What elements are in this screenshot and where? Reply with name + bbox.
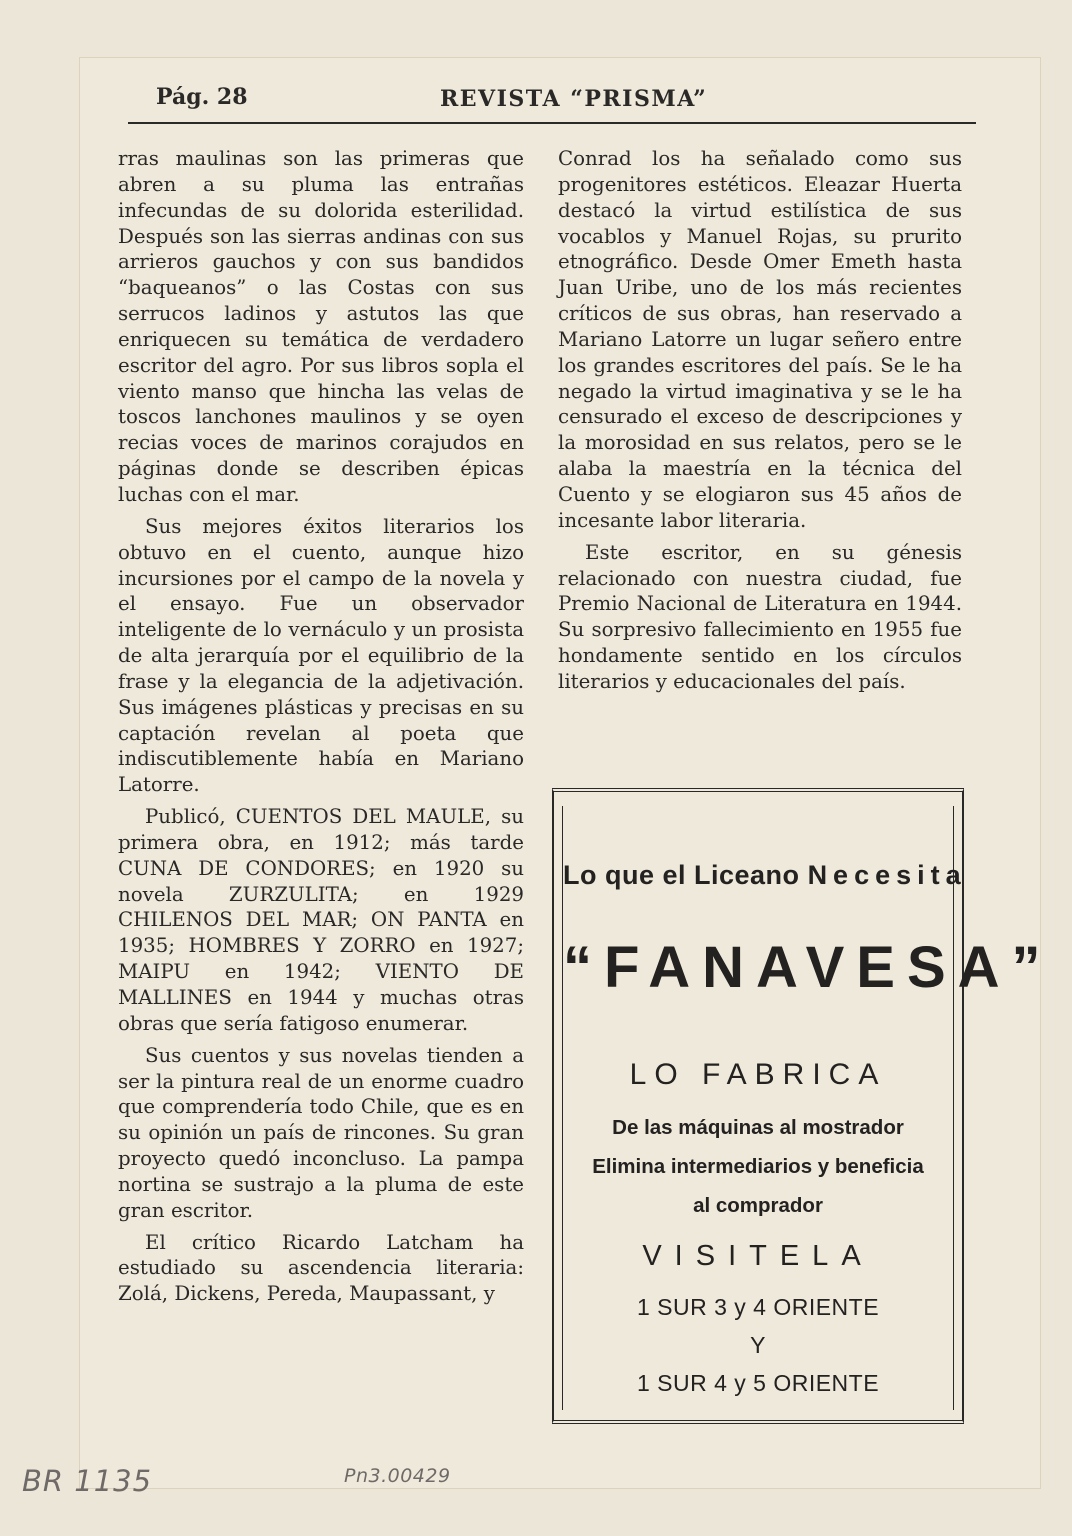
handwritten-catalog-number: Pn3.00429 [344, 1465, 451, 1487]
ad-headline [563, 860, 967, 891]
ad-slogan-line: De las máquinas al mostrador [612, 1116, 904, 1139]
ad-address: 1 SUR 3 y 4 ORIENTE [636, 1294, 880, 1320]
ad-headline-part1: Lo que el Liceano [563, 860, 800, 890]
paragraph: Publicó, CUENTOS DEL MAULE, su primera obra, en 1912; más tarde CUNA DE CONDORES; en 1920 su novela ZURZULITA; en 1929 CHILENOS DEL MAR; ON PANTA en 1935; HOMBRES Y ZORRO en 1927; MAIPU en 1942; VIENTO DE MALLINES en 1944 y muchas otras obras que sería fatigoso enumerar. [118, 805, 524, 1035]
ad-address-join: Y [750, 1332, 766, 1358]
ad-inner-frame [562, 806, 1053, 1410]
page-header [128, 84, 976, 124]
right-column [558, 146, 962, 695]
paragraph: rras maulinas son las primeras que abren a su pluma las entrañas infecundas de su dolorida esterilidad. Después son las sierras andinas con sus arrieros gauchos y con sus bandidos “baqueanos” o las Costas con sus serrucos ladinos y astutos las que enriquecen su temática de verdadero escritor del agro. Por sus libros sopla el viento manso que hincha las velas de toscos lanchones maulinos y se oyen recias voces de marinos corajudos en páginas donde se describen épicas luchas con el mar. [118, 147, 524, 506]
paragraph: El crítico Ricardo Latcham ha estudiado su ascendencia literaria: Zolá, Dickens, Pereda, Maupassant, y [118, 1230, 524, 1306]
ad-brand-name: “FANAVESA” [563, 935, 1053, 1000]
paragraph: Sus mejores éxitos literarios los obtuvo en el cuento, aunque hizo incursiones por el campo de la novela y el ensayo. Fue un observador inteligente de lo vernáculo y un prosista de alta jerarquía por el equilibrio de la frase y la elegancia de la adjetivación. Sus imágenes plásticas y precisas en su captación revelan al poeta que indiscutiblemente había en Mariano Latorre. [118, 514, 524, 797]
ad-slogan-line: al comprador [693, 1194, 823, 1217]
ad-slogan-line: Elimina intermediarios y beneficia [592, 1155, 924, 1178]
paragraph: Conrad los ha señalado como sus progenitores estéticos. Eleazar Huerta destacó la virtud estilística de sus vocablos y Manuel Rojas, su prurito etnográfico. Desde Omer Emeth hasta Juan Uribe, uno de los más recientes críticos de sus obras, han reservado a Mariano Latorre un lugar señero entre los grandes escritores del país. Se le ha negado la virtud imaginativa y se le ha censurado el exceso de descripciones y la morosidad en sus relatos, pero se le alaba la maestría en la técnica del Cuento y se elogiaron sus 45 años de incesante labor literaria. [558, 147, 962, 532]
fanavesa-advertisement [552, 788, 1053, 1424]
journal-title: REVISTA “PRISMA” [440, 86, 708, 112]
ad-headline-part2: Necesita [807, 860, 967, 890]
paragraph: Sus cuentos y sus novelas tienden a ser la pintura real de un enorme cuadro que comprendería todo Chile, que es en su opinión un país de rincones. Su gran proyecto quedó inconcluso. La pampa nortina se sustrajo a la pluma de este gran escritor. [118, 1043, 524, 1222]
ad-made-by: LO FABRICA [629, 1058, 887, 1091]
paragraph: Este escritor, en su génesis relacionado con nuestra ciudad, fue Premio Nacional de Literatura en 1944. Su sorpresivo fallecimiento en 1955 fue hondamente sentido en los círculos literarios y educacionales del país. [558, 540, 962, 693]
handwritten-catalog-note: BR 1135 [22, 1464, 153, 1498]
ad-visit-call: VISITELA [642, 1240, 874, 1272]
page-number: Pág. 28 [156, 84, 248, 110]
left-column [118, 146, 524, 1307]
ad-address: 1 SUR 4 y 5 ORIENTE [636, 1370, 880, 1396]
